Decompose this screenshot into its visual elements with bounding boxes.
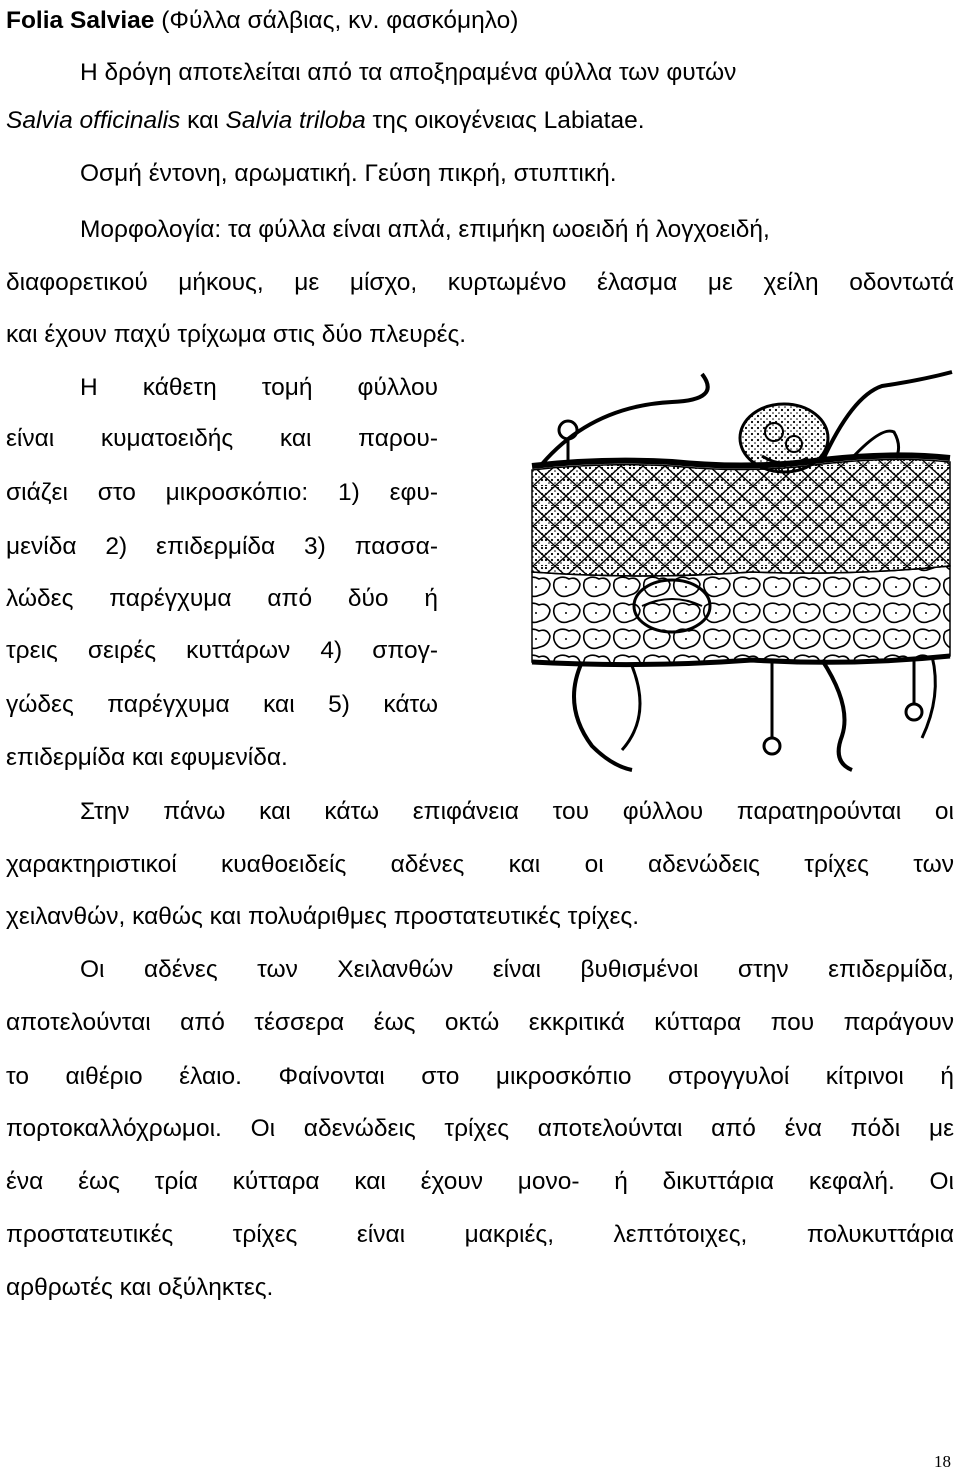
text-line: είναι κυματοειδής και παρου- bbox=[6, 425, 438, 452]
text-fragment: της οικογένειας Labiatae. bbox=[365, 107, 645, 134]
paragraph-heading bbox=[6, 6, 518, 36]
text-line: Μορφολογία: τα φύλλα είναι απλά, επιμήκη ωοειδή ή λογχοειδή, bbox=[80, 216, 770, 243]
text-line: σιάζει στο μικροσκόπιο: 1) εφυ- bbox=[6, 479, 438, 506]
glandular-hair bbox=[906, 658, 922, 720]
page-number: 18 bbox=[934, 1452, 951, 1471]
species-name: Salvia triloba bbox=[225, 107, 366, 134]
covering-hair bbox=[822, 660, 852, 770]
covering-hair bbox=[822, 372, 952, 462]
text-line: λώδες παρέγχυμα από δύο ή bbox=[6, 585, 438, 612]
drug-name: Folia Salviae bbox=[6, 7, 155, 34]
text-line: αποτελούνται από τέσσερα έως οκτώ εκκριτικά κύτταρα που παράγουν bbox=[6, 1009, 954, 1036]
covering-hair bbox=[622, 666, 640, 750]
palisade-parenchyma bbox=[532, 459, 950, 576]
glandular-hair bbox=[764, 662, 780, 754]
text-line: προστατευτικές τρίχες είναι μακριές, λεπτότοιχες, πολυκυττάρια bbox=[6, 1221, 954, 1248]
text-line: ένα έως τρία κύτταρα και έχουν μονο- ή δικυττάρια κεφαλή. Οι bbox=[6, 1168, 954, 1195]
peltate-gland bbox=[740, 404, 828, 472]
species-name: Salvia officinalis bbox=[6, 107, 181, 134]
text-line: Η δρόγη αποτελείται από τα αποξηραμένα φύλλα των φυτών bbox=[80, 59, 737, 86]
covering-hair bbox=[574, 662, 632, 770]
text-line: πορτοκαλλόχρωμοι. Οι αδενώδεις τρίχες αποτελούνται από ένα πόδι με bbox=[6, 1115, 954, 1142]
text-line: αρθρωτές και οξύληκτες. bbox=[6, 1274, 274, 1301]
text-line: Η κάθετη τομή φύλλου bbox=[80, 374, 438, 401]
text-line: και έχουν παχύ τρίχωμα στις δύο πλευρές. bbox=[6, 321, 467, 348]
spongy-parenchyma bbox=[532, 566, 950, 665]
text-line: διαφορετικού μήκους, με μίσχο, κυρτωμένο έλασμα με χείλη οδοντωτά bbox=[6, 269, 954, 296]
text-line: Οσμή έντονη, αρωματική. Γεύση πικρή, στυπτική. bbox=[80, 160, 617, 187]
text-line: το αιθέριο έλαιο. Φαίνονται στο μικροσκόπιο στρογγυλοί κίτρινοι ή bbox=[6, 1063, 954, 1090]
covering-hair bbox=[922, 656, 935, 738]
text-line: χαρακτηριστικοί κυαθοειδείς αδένες και οι αδενώδεις τρίχες των bbox=[6, 851, 954, 878]
text-line: Οι αδένες των Χειλανθών είναι βυθισμένοι στην επιδερμίδα, bbox=[80, 956, 954, 983]
text-line: τρεις σειρές κυττάρων 4) σπογ- bbox=[6, 637, 438, 664]
text-line: γώδες παρέγχυμα και 5) κάτω bbox=[6, 691, 438, 718]
text-line bbox=[6, 106, 645, 136]
text-line: μενίδα 2) επιδερμίδα 3) πασσα- bbox=[6, 533, 438, 560]
text-fragment: και bbox=[180, 107, 226, 134]
drug-common-names: (Φύλλα σάλβιας, κν. φασκόμηλο) bbox=[154, 7, 519, 34]
text-line: χειλανθών, καθώς και πολυάριθμες προστατευτικές τρίχες. bbox=[6, 903, 640, 930]
leaf-cross-section-figure bbox=[522, 366, 956, 772]
text-line: επιδερμίδα και εφυμενίδα. bbox=[6, 744, 288, 771]
text-line: Στην πάνω και κάτω επιφάνεια του φύλλου παρατηρούνται οι bbox=[80, 798, 954, 825]
